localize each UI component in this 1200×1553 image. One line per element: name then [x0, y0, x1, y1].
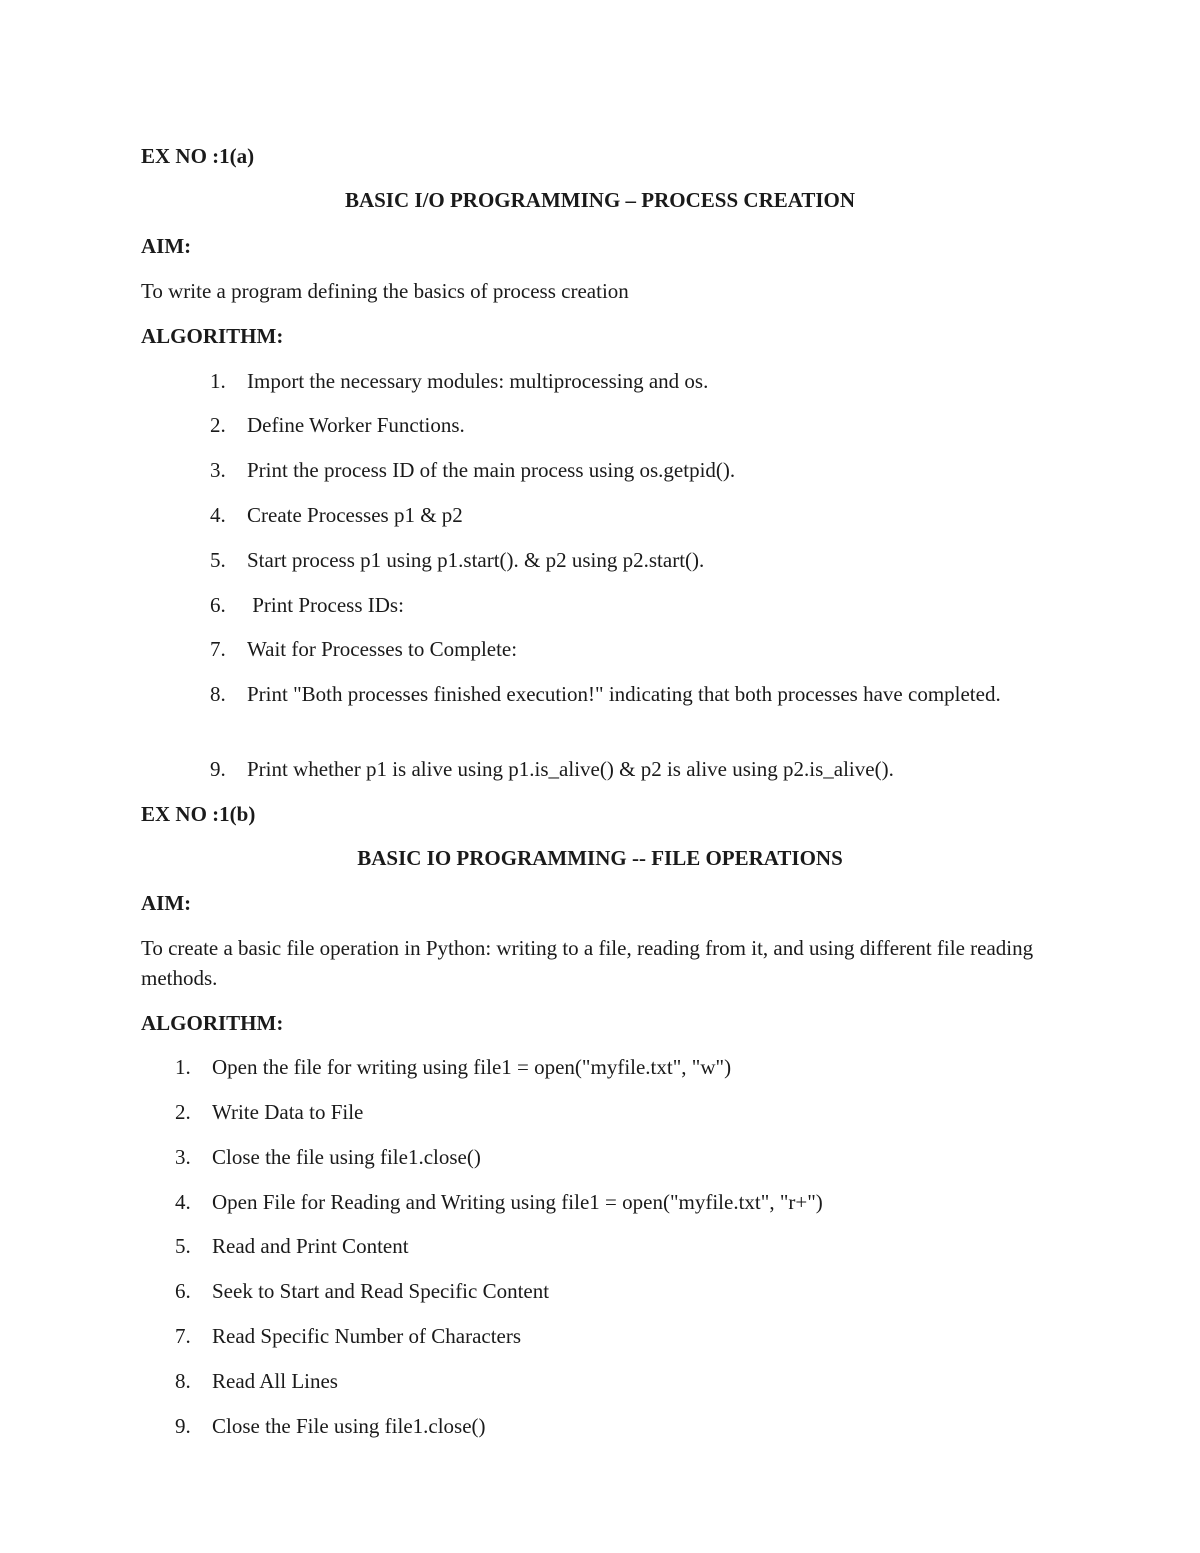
- section-b-aim-text: To create a basic file operation in Python: writing to a file, reading from it, and using different file reading methods.: [141, 936, 1034, 990]
- list-item-text: Define Worker Functions.: [247, 413, 465, 437]
- section-a-title: BASIC I/O PROGRAMMING – PROCESS CREATION: [344, 188, 856, 212]
- list-item-number: 6.: [175, 1279, 191, 1303]
- list-item-number: 5.: [210, 548, 226, 572]
- list-item-text: Read All Lines: [212, 1369, 338, 1393]
- list-item-text: Print Process IDs:: [247, 593, 404, 617]
- section-a-aim-heading: AIM:: [141, 234, 192, 258]
- list-item-number: 1.: [175, 1055, 191, 1079]
- list-item-text: Read Specific Number of Characters: [212, 1324, 522, 1348]
- list-item-number: 8.: [175, 1369, 191, 1393]
- list-item-number: 3.: [210, 458, 226, 482]
- list-item-number: 4.: [210, 503, 226, 527]
- list-item-text: Print whether p1 is alive using p1.is_alive() & p2 is alive using p2.is_alive().: [247, 757, 894, 781]
- list-item-number: 3.: [175, 1145, 191, 1169]
- list-item-number: 9.: [210, 757, 226, 781]
- list-item-number: 1.: [210, 369, 226, 393]
- list-item-number: 9.: [175, 1414, 191, 1438]
- list-item-text: Print "Both processes finished execution!" indicating that both processes have completed.: [247, 682, 1001, 706]
- section-b-aim-heading: AIM:: [141, 891, 192, 915]
- list-item-number: 7.: [175, 1324, 191, 1348]
- list-item-text: Import the necessary modules: multiprocessing and os.: [247, 369, 709, 393]
- list-item-text: Print the process ID of the main process using os.getpid().: [247, 458, 736, 482]
- list-item-number: 5.: [175, 1234, 191, 1258]
- list-item-text: Write Data to File: [212, 1100, 364, 1124]
- list-item-text: Wait for Processes to Complete:: [247, 637, 518, 661]
- list-item-text: Close the file using file1.close(): [212, 1145, 481, 1169]
- list-item-text: Start process p1 using p1.start(). & p2 using p2.start().: [247, 548, 705, 572]
- list-item-text: Open the file for writing using file1 = open("myfile.txt", "w"): [212, 1055, 732, 1079]
- ex-no-1b: EX NO :1(b): [141, 802, 256, 826]
- section-a-aim-text: To write a program defining the basics of process creation: [141, 279, 629, 303]
- list-item-number: 2.: [210, 413, 226, 437]
- list-item-number: 2.: [175, 1100, 191, 1124]
- list-item-text: Open File for Reading and Writing using file1 = open("myfile.txt", "r+"): [212, 1190, 823, 1214]
- list-item-text: Read and Print Content: [212, 1234, 409, 1258]
- list-item-number: 8.: [210, 682, 226, 706]
- list-item-text: Seek to Start and Read Specific Content: [212, 1279, 550, 1303]
- list-item-text: Create Processes p1 & p2: [247, 503, 463, 527]
- list-item-text: Close the File using file1.close(): [212, 1414, 486, 1438]
- list-item-number: 4.: [175, 1190, 191, 1214]
- list-item-number: 7.: [210, 637, 226, 661]
- section-a-algorithm-heading: ALGORITHM:: [141, 324, 284, 348]
- section-b-algorithm-heading: ALGORITHM:: [141, 1011, 284, 1035]
- section-b-title: BASIC IO PROGRAMMING -- FILE OPERATIONS: [357, 846, 843, 870]
- ex-no-1a: EX NO :1(a): [141, 144, 255, 168]
- list-item-number: 6.: [210, 593, 226, 617]
